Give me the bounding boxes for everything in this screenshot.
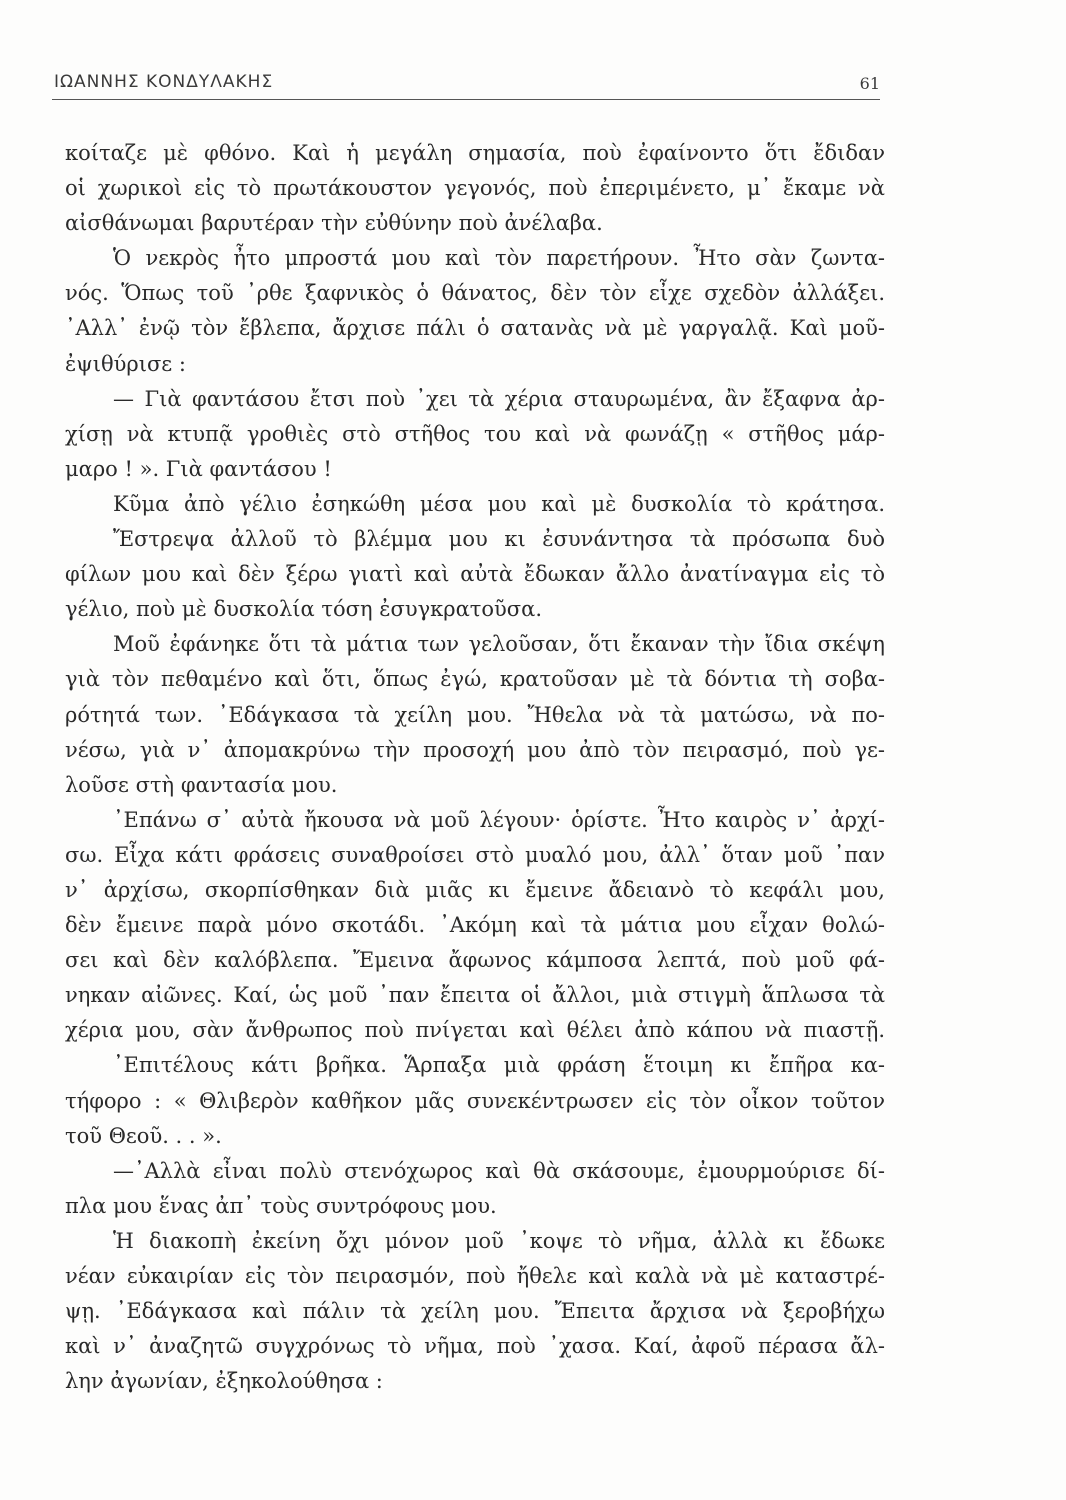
text-line: Ἔστρεψα ἀλλοῦ τὸ βλέμμα μου κι ἐσυνάντησα τὰ πρόσωπα δυὸ [113, 527, 885, 552]
text-line: φίλων μου καὶ δὲν ξέρω γιατὶ καὶ αὐτὰ ἔδωκαν ἄλλο ἀνατίναγμα εἰς τὸ [65, 562, 885, 587]
text-line: —᾽Αλλὰ εἶναι πολὺ στενόχωρος καὶ θὰ σκάσουμε, ἐμουρμούρισε δί- [113, 1158, 885, 1183]
text-line: ᾽Επάνω σ᾽ αὐτὰ ἤκουσα νὰ μοῦ λέγουν· ὁρίστε. Ἦτο καιρὸς ν᾽ ἀρχί- [113, 807, 885, 832]
text-line: ἐψιθύρισε : [65, 351, 186, 376]
text-line: χίσῃ νὰ κτυπᾷ γροθιὲς στὸ στῆθος του καὶ νὰ φωνάζῃ « στῆθος μάρ- [65, 421, 885, 446]
body-text [65, 136, 885, 1399]
text-line: σω. Εἶχα κάτι φράσεις συναθροίσει στὸ μυαλό μου, ἀλλ᾽ ὅταν μοῦ ᾽παν [65, 842, 885, 867]
header-rule [52, 99, 880, 100]
text-line: Κῦμα ἀπὸ γέλιο ἐσηκώθη μέσα μου καὶ μὲ δυσκολία τὸ κράτησα. [113, 491, 885, 516]
text-line: ᾽Επιτέλους κάτι βρῆκα. Ἅρπαξα μιὰ φράση ἕτοιμη κι ἔπῆρα κα- [113, 1053, 885, 1078]
running-head [50, 72, 880, 100]
text-line: μαρο ! ». Γιὰ φαντάσου ! [65, 456, 332, 481]
text-line: σει καὶ δὲν καλόβλεπα. Ἔμεινα ἄφωνος κάμποσα λεπτά, ποὺ μοῦ φά- [65, 948, 885, 973]
text-line: λοῦσε στὴ φαντασία μου. [65, 772, 338, 797]
text-line: νηκαν αἰῶνες. Καί, ὡς μοῦ ᾽παν ἔπειτα οἱ ἄλλοι, μιὰ στιγμὴ ἅπλωσα τὰ [65, 983, 885, 1008]
text-line: νός. Ὅπως τοῦ ᾽ρθε ξαφνικὸς ὁ θάνατος, δὲν τὸν εἶχε σχεδὸν ἀλλάξει. [65, 281, 885, 306]
page-number: 61 [859, 74, 880, 93]
text-line: γέλιο, ποὺ μὲ δυσκολία τόση ἐσυγκρατοῦσα. [65, 597, 543, 622]
text-line: χέρια μου, σὰν ἄνθρωπος ποὺ πνίγεται καὶ θέλει ἀπὸ κάπου νὰ πιαστῇ. [65, 1018, 885, 1043]
text-line: ψῃ. ᾽Εδάγκασα καὶ πάλιν τὰ χείλη μου. Ἔπειτα ἄρχισα νὰ ξεροβήχω [65, 1299, 885, 1324]
text-line: Ὁ νεκρὸς ἦτο μπροστά μου καὶ τὸν παρετήρουν. Ἦτο σὰν ζωντα- [113, 246, 885, 271]
text-line: Μοῦ ἐφάνηκε ὅτι τὰ μάτια των γελοῦσαν, ὅτι ἔκαναν τὴν ἴδια σκέψη [113, 632, 885, 657]
text-line: κοίταζε μὲ φθόνο. Καὶ ἡ μεγάλη σημασία, ποὺ ἐφαίνοντο ὅτι ἔδιδαν [65, 141, 885, 165]
text-line: νέαν εὐκαιρίαν εἰς τὸν πειρασμόν, ποὺ ἤθελε καὶ καλὰ νὰ μὲ καταστρέ- [65, 1264, 885, 1288]
text-line: ᾽Αλλ᾽ ἐνῷ τὸν ἔβλεπα, ἄρχισε πάλι ὁ σατανὰς νὰ μὲ γαργαλᾷ. Καὶ μοῦ- [65, 316, 885, 341]
text-line: ρότητά των. ᾽Εδάγκασα τὰ χείλη μου. Ἤθελα νὰ τὰ ματώσω, νὰ πο- [65, 702, 885, 727]
text-line: οἱ χωρικοὶ εἰς τὸ πρωτάκουστον γεγονός, ποὺ ἐπεριμένετο, μ᾽ ἔκαμε νὰ [65, 176, 885, 201]
text-line: τοῦ Θεοῦ. . . ». [65, 1123, 222, 1148]
text-line: γιὰ τὸν πεθαμένο καὶ ὅτι, ὅπως ἐγώ, κρατοῦσαν μὲ τὰ δόντια τὴ σοβα- [65, 667, 885, 692]
text-line: ν᾽ ἀρχίσω, σκορπίσθηκαν διὰ μιᾶς κι ἔμεινε ἄδειανὸ τὸ κεφάλι μου, [65, 877, 885, 902]
text-line: τήφορο : « Θλιβερὸν καθῆκον μᾶς συνεκέντρωσεν εἰς τὸν οἶκον τοῦτον [65, 1088, 885, 1113]
text-line: λην ἀγωνίαν, ἐξηκολούθησα : [65, 1369, 383, 1394]
text-line: Ἡ διακοπὴ ἐκείνη ὄχι μόνον μοῦ ᾽κοψε τὸ νῆμα, ἀλλὰ κι ἔδωκε [113, 1228, 885, 1253]
text-line: καὶ ν᾽ ἀναζητῶ συγχρόνως τὸ νῆμα, ποὺ ᾽χασα. Καί, ἀφοῦ πέρασα ἄλ- [65, 1334, 885, 1359]
text-line: νέσω, γιὰ ν᾽ ἀπομακρύνω τὴν προσοχή μου ἀπὸ τὸν πειρασμό, ποὺ γε- [65, 737, 885, 762]
text-line: πλα μου ἕνας ἀπ᾽ τοὺς συντρόφους μου. [65, 1193, 497, 1218]
text-line: δὲν ἔμεινε παρὰ μόνο σκοτάδι. ᾽Ακόμη καὶ τὰ μάτια μου εἶχαν θολώ- [65, 913, 885, 938]
running-head-author: ΙΩΑΝΝΗΣ ΚΟΝΔΥΛΑΚΗΣ [54, 72, 274, 92]
text-line: αἰσθάνωμαι βαρυτέραν τὴν εὐθύνην ποὺ ἀνέλαβα. [65, 211, 603, 236]
text-line: — Γιὰ φαντάσου ἔτσι ποὺ ᾽χει τὰ χέρια σταυρωμένα, ἂν ἔξαφνα ἀρ- [113, 386, 885, 411]
